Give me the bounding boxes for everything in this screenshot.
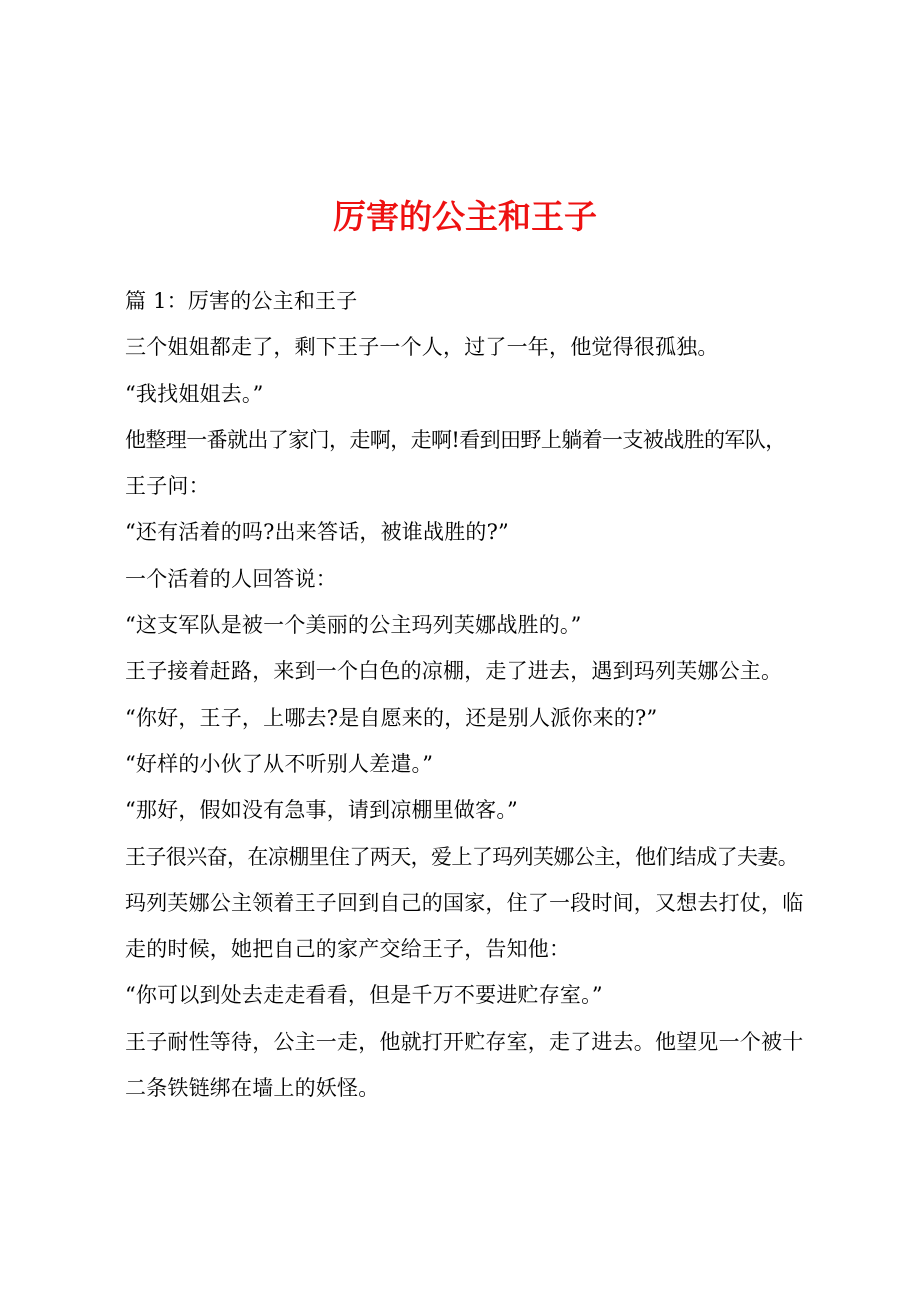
paragraph-line: “那好，假如没有急事，请到凉棚里做客。”	[125, 798, 518, 823]
paragraph-line: 王子接着赶路，来到一个白色的凉棚，走了进去，遇到玛列芙娜公主。	[125, 659, 783, 684]
paragraph-line: 二条铁链绑在墙上的妖怪。	[125, 1076, 380, 1101]
paragraph-line: 一个活着的人回答说：	[125, 566, 337, 591]
document-title: 厉害的公主和王子	[333, 197, 597, 236]
paragraph-line: 篇 1：厉害的公主和王子	[125, 289, 358, 313]
paragraph-line: “这支军队是被一个美丽的公主玛列芙娜战胜的。”	[125, 613, 582, 638]
paragraph-line: “你好，王子，上哪去?是自愿来的，还是别人派你来的?”	[125, 705, 658, 730]
paragraph-line: 三个姐姐都走了，剩下王子一个人，过了一年，他觉得很孤独。	[125, 335, 719, 360]
paragraph-line: “你可以到处去走走看看，但是千万不要进贮存室。”	[125, 983, 603, 1008]
paragraph-line: “还有活着的吗?出来答话，被谁战胜的?”	[125, 520, 509, 545]
paragraph-line: 走的时候，她把自己的家产交给王子，告知他：	[125, 937, 571, 962]
paragraph-line: 王子耐性等待，公主一走，他就打开贮存室，走了进去。他望见一个被十	[125, 1029, 804, 1054]
paragraph-line: 玛列芙娜公主领着王子回到自己的国家，住了一段时间，又想去打仗，临	[125, 890, 804, 915]
paragraph-line: “好样的小伙了从不听别人差遣。”	[125, 751, 434, 776]
document-body	[125, 278, 845, 1111]
paragraph-line: 他整理一番就出了家门，走啊，走啊!看到田野上躺着一支被战胜的军队，	[125, 427, 786, 452]
paragraph-line: “我找姐姐去。”	[125, 381, 264, 406]
paragraph-line: 王子很兴奋，在凉棚里住了两天，爱上了玛列芙娜公主，他们结成了夫妻。	[125, 844, 799, 869]
paragraph-line: 王子问：	[125, 474, 210, 499]
